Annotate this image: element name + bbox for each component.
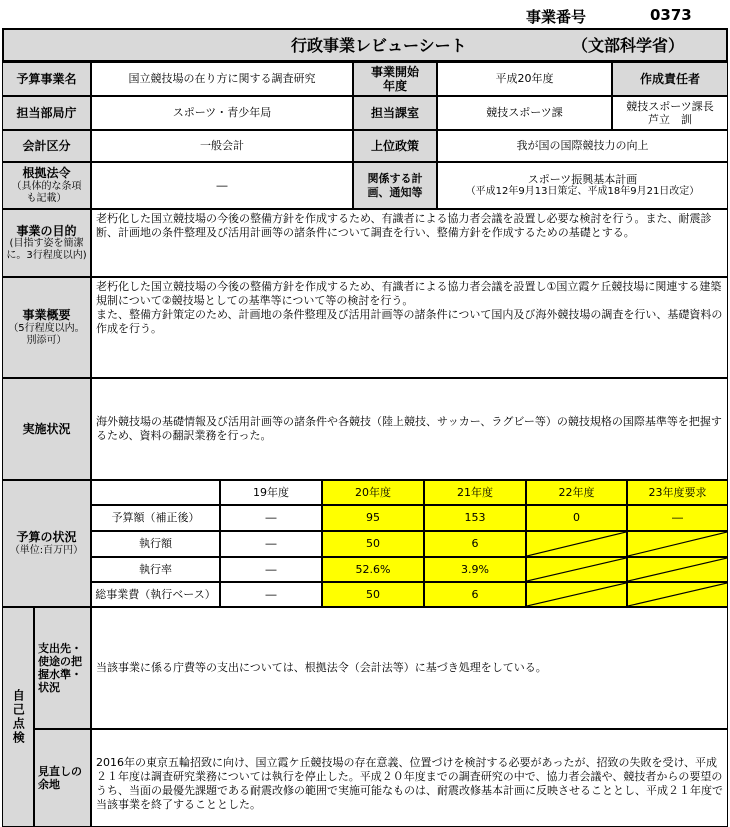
budget-col-22: 22年度 xyxy=(526,480,627,505)
sheet-title: 行政事業レビューシート xyxy=(291,36,467,55)
law-sub-label: （具体的な条項も記載） xyxy=(11,180,82,204)
self-check-item1 xyxy=(91,607,728,729)
budget-cell: 50 xyxy=(322,531,424,557)
slash-line xyxy=(628,532,727,556)
sheet-title-bar xyxy=(2,28,728,62)
department-label: 担当部局庁 xyxy=(2,96,91,130)
ministry-name: （文部科学省） xyxy=(572,36,685,55)
overview-label-cell xyxy=(2,277,91,378)
project-name-label: 予算事業名 xyxy=(2,62,91,96)
self-check-item2-label: 見直しの余地 xyxy=(34,729,91,827)
budget-col-20: 20年度 xyxy=(322,480,424,505)
budget-row-label: 執行率 xyxy=(91,557,220,582)
budget-cell: 52.6% xyxy=(322,557,424,582)
self-check-item1-label: 支出先・使途の把握水準・状況 xyxy=(34,607,91,729)
purpose-text: 老朽化した国立競技場の今後の整備方針を作成するため、有識者による協力者会議を設置し必要な検討を行う。また、耐震診断、計画地の条件整理及び活用計画等の諸条件について調査を行い、整備方針を作成するための基礎とする。 xyxy=(91,209,728,277)
status-label: 実施状況 xyxy=(2,378,91,480)
overview-label: 事業概要 xyxy=(22,308,71,323)
budget-cell-slashed xyxy=(627,557,728,582)
related-plan: スポーツ振興基本計画 xyxy=(527,172,638,186)
law: ― xyxy=(91,162,353,209)
budget-row-label: 予算額（補正後） xyxy=(91,505,220,531)
budget-cell-slashed xyxy=(526,531,627,557)
budget-cell: ― xyxy=(220,505,322,531)
slash-line xyxy=(527,558,626,581)
policy: 我が国の国際競技力の向上 xyxy=(437,130,728,162)
law-label: 根拠法令 xyxy=(22,166,71,181)
budget-col-21: 21年度 xyxy=(424,480,526,505)
status-text xyxy=(91,378,728,480)
budget-row-label: 執行額 xyxy=(91,531,220,557)
start-year-label: 事業開始年度 xyxy=(353,62,437,96)
self-check-label: 自己点検 xyxy=(11,689,26,745)
budget-col-23: 23年度要求 xyxy=(627,480,728,505)
budget-cell-slashed xyxy=(526,557,627,582)
self-check-item2-text: 2016年の東京五輪招致に向け、国立霞ケ丘競技場の存在意義、位置づけを検討する必要があったが、招致の失敗を受け、平成２１年度は調査研究業務については執行を停止した。平成２０年度までの調査研究の中で、協力者会議や、競技者からの要望のうち、当面の最優先課題である耐震改修の範囲で実施可能なものは、耐震改修基本計画に反映させることとし、平成２１年度で当該事業を終了することとした。 xyxy=(91,729,728,827)
slash-line xyxy=(527,532,626,556)
budget-cell-slashed xyxy=(627,531,728,557)
related-plan-cell xyxy=(437,162,728,209)
status-text-content: 海外競技場の基礎情報及び活用計画等の諸条件や各競技（陸上競技、サッカー、ラグビー等）の競技規格の国際基準等を把握するため、資料の翻訳業務を行った。 xyxy=(96,415,722,442)
policy-label: 上位政策 xyxy=(353,130,437,162)
budget-row-label: 総事業費（執行ベース） xyxy=(91,582,220,607)
self-check-item1-text: 当該事業に係る庁費等の支出については、根拠法令（会計法等）に基づき処理をしている。 xyxy=(96,661,547,674)
budget-cell: ― xyxy=(220,582,322,607)
start-year: 平成20年度 xyxy=(437,62,612,96)
project-number-value: 0373 xyxy=(650,6,692,24)
budget-label-cell xyxy=(2,480,91,607)
budget-cell: 95 xyxy=(322,505,424,531)
purpose-label: 事業の目的 xyxy=(16,223,77,238)
department: スポーツ・青少年局 xyxy=(91,96,353,130)
purpose-label-cell xyxy=(2,209,91,277)
slash-line xyxy=(527,583,626,606)
overview-sub-label: （5行程度以内。別添可） xyxy=(8,322,85,346)
budget-cell: ― xyxy=(220,557,322,582)
division-label: 担当課室 xyxy=(353,96,437,130)
budget-cell: 6 xyxy=(424,582,526,607)
slash-line xyxy=(628,583,727,606)
budget-cell: 6 xyxy=(424,531,526,557)
budget-label: 予算の状況 xyxy=(16,530,77,545)
creator: 競技スポーツ課長 芦立 訓 xyxy=(612,96,728,130)
overview-text: 老朽化した国立競技場の今後の整備方針を作成するため、有識者による協力者会議を設置し①国立霞ケ丘競技場に関連する建築規制について②競技場としての基準等について等の検討を行う。 また、整備方針策定のため、計画地の条件整理及び活用計画等の諸条件について国内及び海外競技場の調査を行い、基礎資料の作成を行う。 xyxy=(91,277,728,378)
budget-corner xyxy=(91,480,220,505)
budget-cell-slashed xyxy=(526,582,627,607)
budget-cell: ― xyxy=(220,531,322,557)
project-name: 国立競技場の在り方に関する調査研究 xyxy=(91,62,353,96)
budget-cell: 0 xyxy=(526,505,627,531)
budget-cell: ― xyxy=(627,505,728,531)
creator-label: 作成責任者 xyxy=(612,62,728,96)
related-plan-note: （平成12年9月13日策定、平成18年9月21日改定） xyxy=(465,186,700,198)
purpose-sub-label: (目指す姿を簡潔に。3行程度以内) xyxy=(6,238,87,262)
law-label-cell xyxy=(2,162,91,209)
slash-line xyxy=(628,558,727,581)
account-label: 会計区分 xyxy=(2,130,91,162)
budget-cell: 3.9% xyxy=(424,557,526,582)
budget-cell: 50 xyxy=(322,582,424,607)
related-plan-label: 関係する計画、通知等 xyxy=(353,162,437,209)
budget-cell-slashed xyxy=(627,582,728,607)
self-check-label-cell xyxy=(2,607,34,827)
budget-unit: （単位:百万円） xyxy=(9,544,84,556)
account: 一般会計 xyxy=(91,130,353,162)
budget-col-19: 19年度 xyxy=(220,480,322,505)
division: 競技スポーツ課 xyxy=(437,96,612,130)
project-number-label: 事業番号 xyxy=(526,8,587,26)
budget-cell: 153 xyxy=(424,505,526,531)
